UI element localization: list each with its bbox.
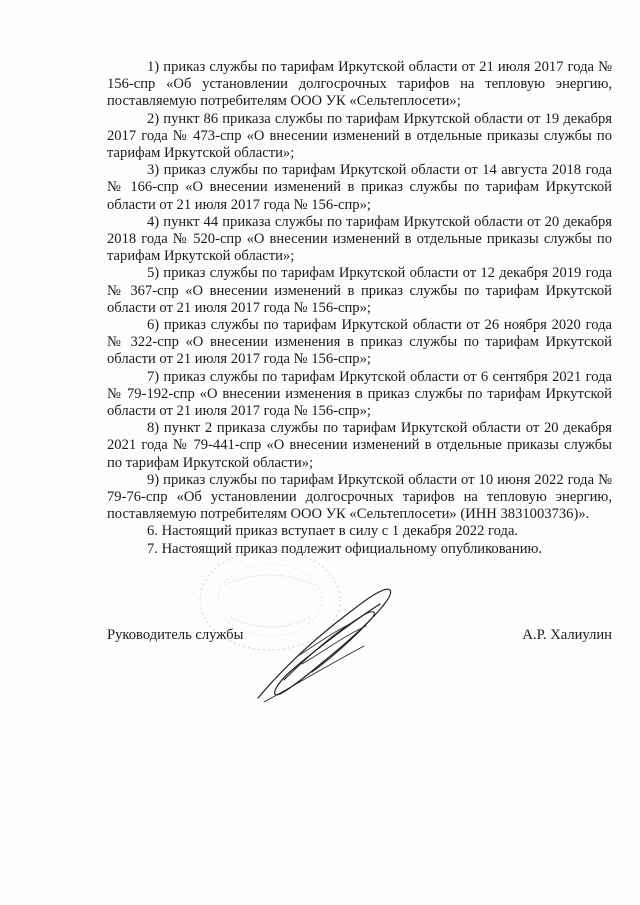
handwritten-signature <box>240 560 400 710</box>
list-item: 4) пункт 44 приказа службы по тарифам Иркутской области от 20 декабря 2018 года № 520-спр «О внесении изменений в отдельные приказы службы по тарифам Иркутской области»; <box>107 213 612 265</box>
signatory-name: А.Р. Халиулин <box>522 627 612 643</box>
list-item: 7) приказ службы по тарифам Иркутской области от 6 сентября 2021 года № 79-192-спр «О внесении изменения в приказ службы по тарифам Иркутской области от 21 июля 2017 года № 156-спр»; <box>107 368 612 420</box>
document-body <box>107 59 612 558</box>
clause-effective-date: 6. Настоящий приказ вступает в силу с 1 декабря 2022 года. <box>147 523 519 540</box>
list-item: 3) приказ службы по тарифам Иркутской области от 14 августа 2018 года № 166-спр «О внесении изменений в приказ службы по тарифам Иркутской области от 21 июля 2017 года № 156-спр»; <box>107 162 612 213</box>
list-item: 8) пункт 2 приказа службы по тарифам Иркутской области от 20 декабря 2021 года № 79-441-спр «О внесении изменений в отдельные приказы службы по тарифам Иркутской области»; <box>107 420 612 471</box>
signatory-title: Руководитель службы <box>107 627 244 643</box>
clause-publication: 7. Настоящий приказ подлежит официальному опубликованию. <box>147 540 543 557</box>
list-item: 1) приказ службы по тарифам Иркутской области от 21 июля 2017 года № 156-спр «Об установлении долгосрочных тарифов на тепловую энергию, поставляемую потребителям ООО УК «Сельтеплосети»; <box>107 59 612 110</box>
list-item: 6) приказ службы по тарифам Иркутской области от 26 ноября 2020 года № 322-спр «О внесении изменения в приказ службы по тарифам Иркутской области от 21 июля 2017 года № 156-спр»; <box>107 317 612 368</box>
list-item: 2) пункт 86 приказа службы по тарифам Иркутской области от 19 декабря 2017 года № 473-спр «О внесении изменений в отдельные приказы службы по тарифам Иркутской области»; <box>107 110 612 162</box>
list-item: 5) приказ службы по тарифам Иркутской области от 12 декабря 2019 года № 367-спр «О внесении изменений в приказ службы по тарифам Иркутской области от 21 июля 2017 года № 156-спр»; <box>107 265 612 316</box>
list-item: 9) приказ службы по тарифам Иркутской области от 10 июня 2022 года № 79-76-спр «Об установлении долгосрочных тарифов на тепловую энергию, поставляемую потребителям ООО УК «Сельтеплосети» (ИНН 3831003736)». <box>107 471 612 523</box>
